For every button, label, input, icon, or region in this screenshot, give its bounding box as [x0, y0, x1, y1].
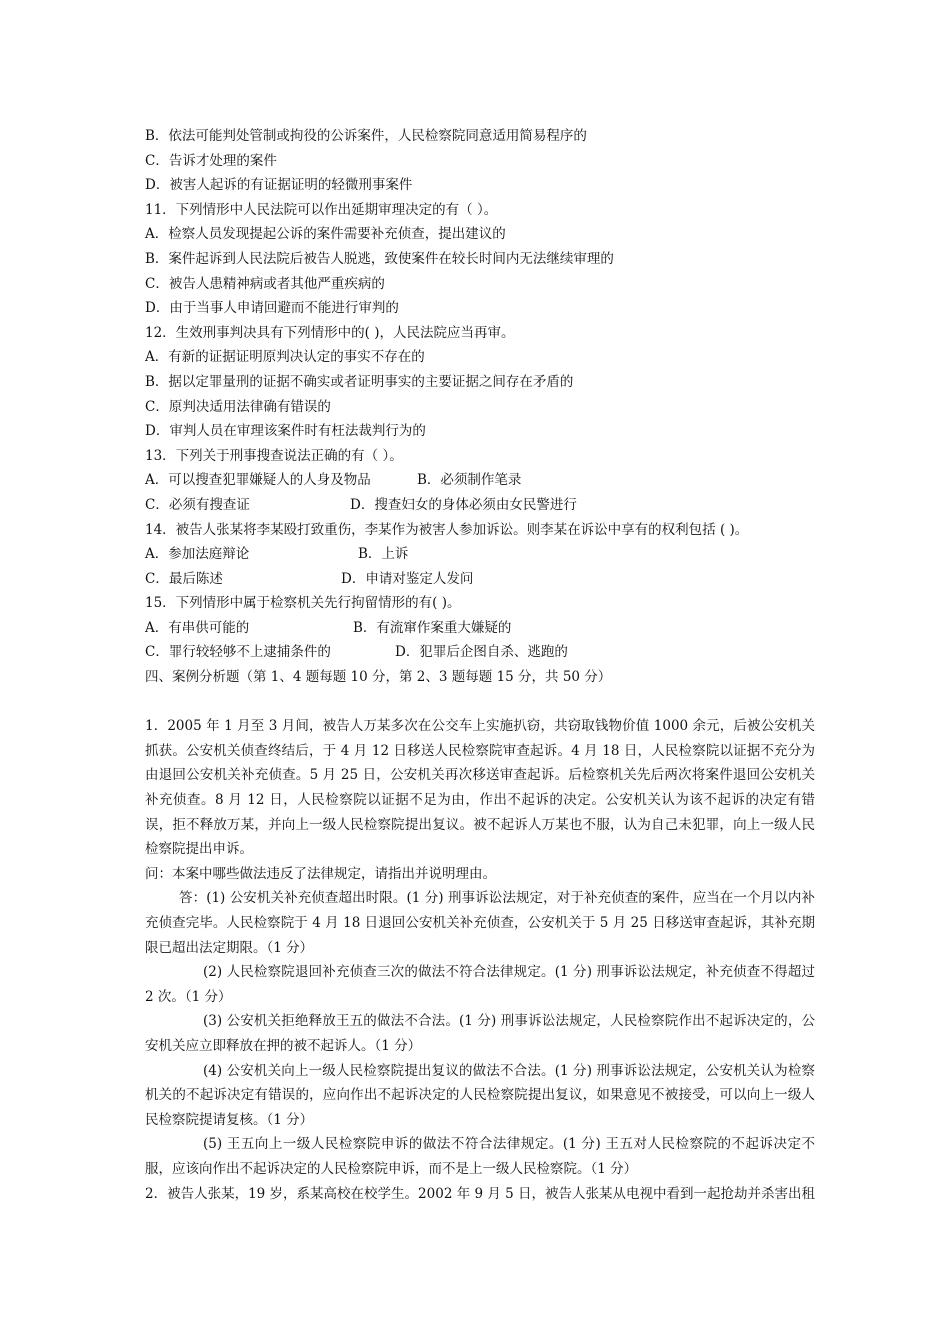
case2-text: 2．被告人张某，19 岁，系某高校在校学生。2002 年 9 月 5 日，被告人张某从电视中看到一起抢劫并杀害出租 [145, 1185, 816, 1202]
case1-answer-4: (4) 公安机关向上一级人民检察院提出复议的做法不合法。(1 分) 刑事诉讼法规定，公安机关认为检察机关的不起诉决定有错误的，应向作出不起诉决定的人民检察院提出复议，如果意见不被接受，可以向上一级人民检察院提请复核。（1 分） [145, 1062, 815, 1128]
q13-option-d: D．搜查妇女的身体必须由女民警进行 [350, 496, 577, 513]
q13-stem: 13．下列关于刑事搜查说法正确的有（ ）。 [145, 447, 403, 464]
q11-option-b: B．案件起诉到人民法院后被告人脱逃，致使案件在较长时间内无法继续审理的 [145, 250, 614, 267]
q14-stem: 14．被告人张某将李某殴打致重伤，李某作为被害人参加诉讼。则李某在诉讼中享有的权利包括 ( )。 [145, 521, 749, 538]
q13-options-row-1 [145, 468, 815, 493]
spacer [145, 690, 815, 715]
case1-text: 1．2005 年 1 月至 3 月间，被告人万某多次在公交车上实施扒窃，共窃取钱物价值 1000 余元，后被公安机关抓获。公安机关侦查终结后，于 4 月 12 日移送人民检察院审查起诉。4 月 18 日，人民检察院以证据不充分为由退回公安机关补充侦查。5 月 25 日，公安机关再次移送审查起诉。后检察机关先后两次将案件退回公安机关补充侦查。8 月 12 日，人民检察院以证据不足为由，作出不起诉的决定。公安机关认为该不起诉的决定有错误，拒不释放万某，并向上一级人民检察院提出复议。被不起诉人万某也不服，认为自己未犯罪，向上一级人民检察院提出申诉。 [145, 718, 815, 858]
q12-option-a: A．有新的证据证明原判决认定的事实不存在的 [145, 349, 425, 366]
q11-stem: 11．下列情形中人民法院可以作出延期审理决定的有（ ）。 [145, 201, 498, 218]
q14-option-b: B．上诉 [358, 546, 409, 563]
q10-option-c: C．告诉才处理的案件 [145, 152, 277, 169]
q14-option-a: A．参加法庭辩论 [145, 546, 250, 563]
q12-option-b: B．据以定罪量刑的证据不确实或者证明事实的主要证据之间存在矛盾的 [145, 373, 574, 390]
case1-answer-2: (2) 人民检察院退回补充侦查三次的做法不符合法律规定。(1 分) 刑事诉讼法规定，补充侦查不得超过 2 次。（1 分） [145, 964, 815, 1005]
q15-options-row-2 [145, 640, 815, 665]
q15-option-b: B．有流窜作案重大嫌疑的 [353, 619, 512, 636]
q12-option-d: D．审判人员在审理该案件时有枉法裁判行为的 [145, 423, 426, 440]
q13-option-b: B．必须制作笔录 [417, 472, 522, 489]
case1-answer-5: (5) 王五向上一级人民检察院申诉的做法不符合法律规定。(1 分) 王五对人民检察院的不起诉决定不服，应该向作出不起诉决定的人民检察院申诉，而不是上一级人民检察院。（1 分） [145, 1136, 815, 1177]
q15-option-d: D．犯罪后企图自杀、逃跑的 [395, 644, 568, 661]
case1-answer-1: 答：(1) 公安机关补充侦查超出时限。(1 分) 刑事诉讼法规定，对于补充侦查的案件，应当在一个月以内补充侦查完毕。人民检察院于 4 月 18 日退回公安机关补充侦查，公安机关于 5 月 25 日移送审查起诉，其补充期限已超出法定期限。（1 分） [145, 890, 815, 956]
q15-option-a: A．有串供可能的 [145, 619, 250, 636]
q15-option-c: C．罪行较轻够不上逮捕条件的 [145, 644, 331, 661]
q11-option-d: D．由于当事人申请回避而不能进行审判的 [145, 300, 399, 317]
q11-option-c: C．被告人患精神病或者其他严重疾病的 [145, 275, 385, 292]
q14-options-row-1 [145, 542, 815, 567]
q14-option-c: C．最后陈述 [145, 570, 223, 587]
q12-stem: 12．生效刑事判决具有下列情形中的( )，人民法院应当再审。 [145, 324, 515, 341]
q10-option-b: B．依法可能判处管制或拘役的公诉案件，人民检察院同意适用简易程序的 [145, 128, 587, 144]
q13-option-a: A．可以搜查犯罪嫌疑人的人身及物品 [145, 472, 371, 489]
q10-option-d: D．被害人起诉的有证据证明的轻微刑事案件 [145, 177, 413, 194]
case1-question: 问：本案中哪些做法违反了法律规定，请指出并说明理由。 [145, 865, 496, 882]
section-heading: 四、案例分析题（第 1、4 题每题 10 分，第 2、3 题每题 15 分，共 50 分） [145, 669, 612, 686]
q13-options-row-2 [145, 493, 815, 518]
q14-options-row-2 [145, 567, 815, 592]
document-body [145, 124, 815, 1206]
q12-option-c: C．原判决适用法律确有错误的 [145, 398, 331, 415]
q15-stem: 15．下列情形中属于检察机关先行拘留情形的有( )。 [145, 595, 461, 612]
q15-options-row-1 [145, 616, 815, 641]
q11-option-a: A．检察人员发现提起公诉的案件需要补充侦查，提出建议的 [145, 226, 506, 243]
case1-answer-3: (3) 公安机关拒绝释放王五的做法不合法。(1 分) 刑事诉讼法规定，人民检察院作出不起诉决定的，公安机关应立即释放在押的被不起诉人。（1 分） [145, 1013, 815, 1054]
q14-option-d: D．申请对鉴定人发问 [341, 570, 474, 587]
q13-option-c: C．必须有搜查证 [145, 496, 250, 513]
